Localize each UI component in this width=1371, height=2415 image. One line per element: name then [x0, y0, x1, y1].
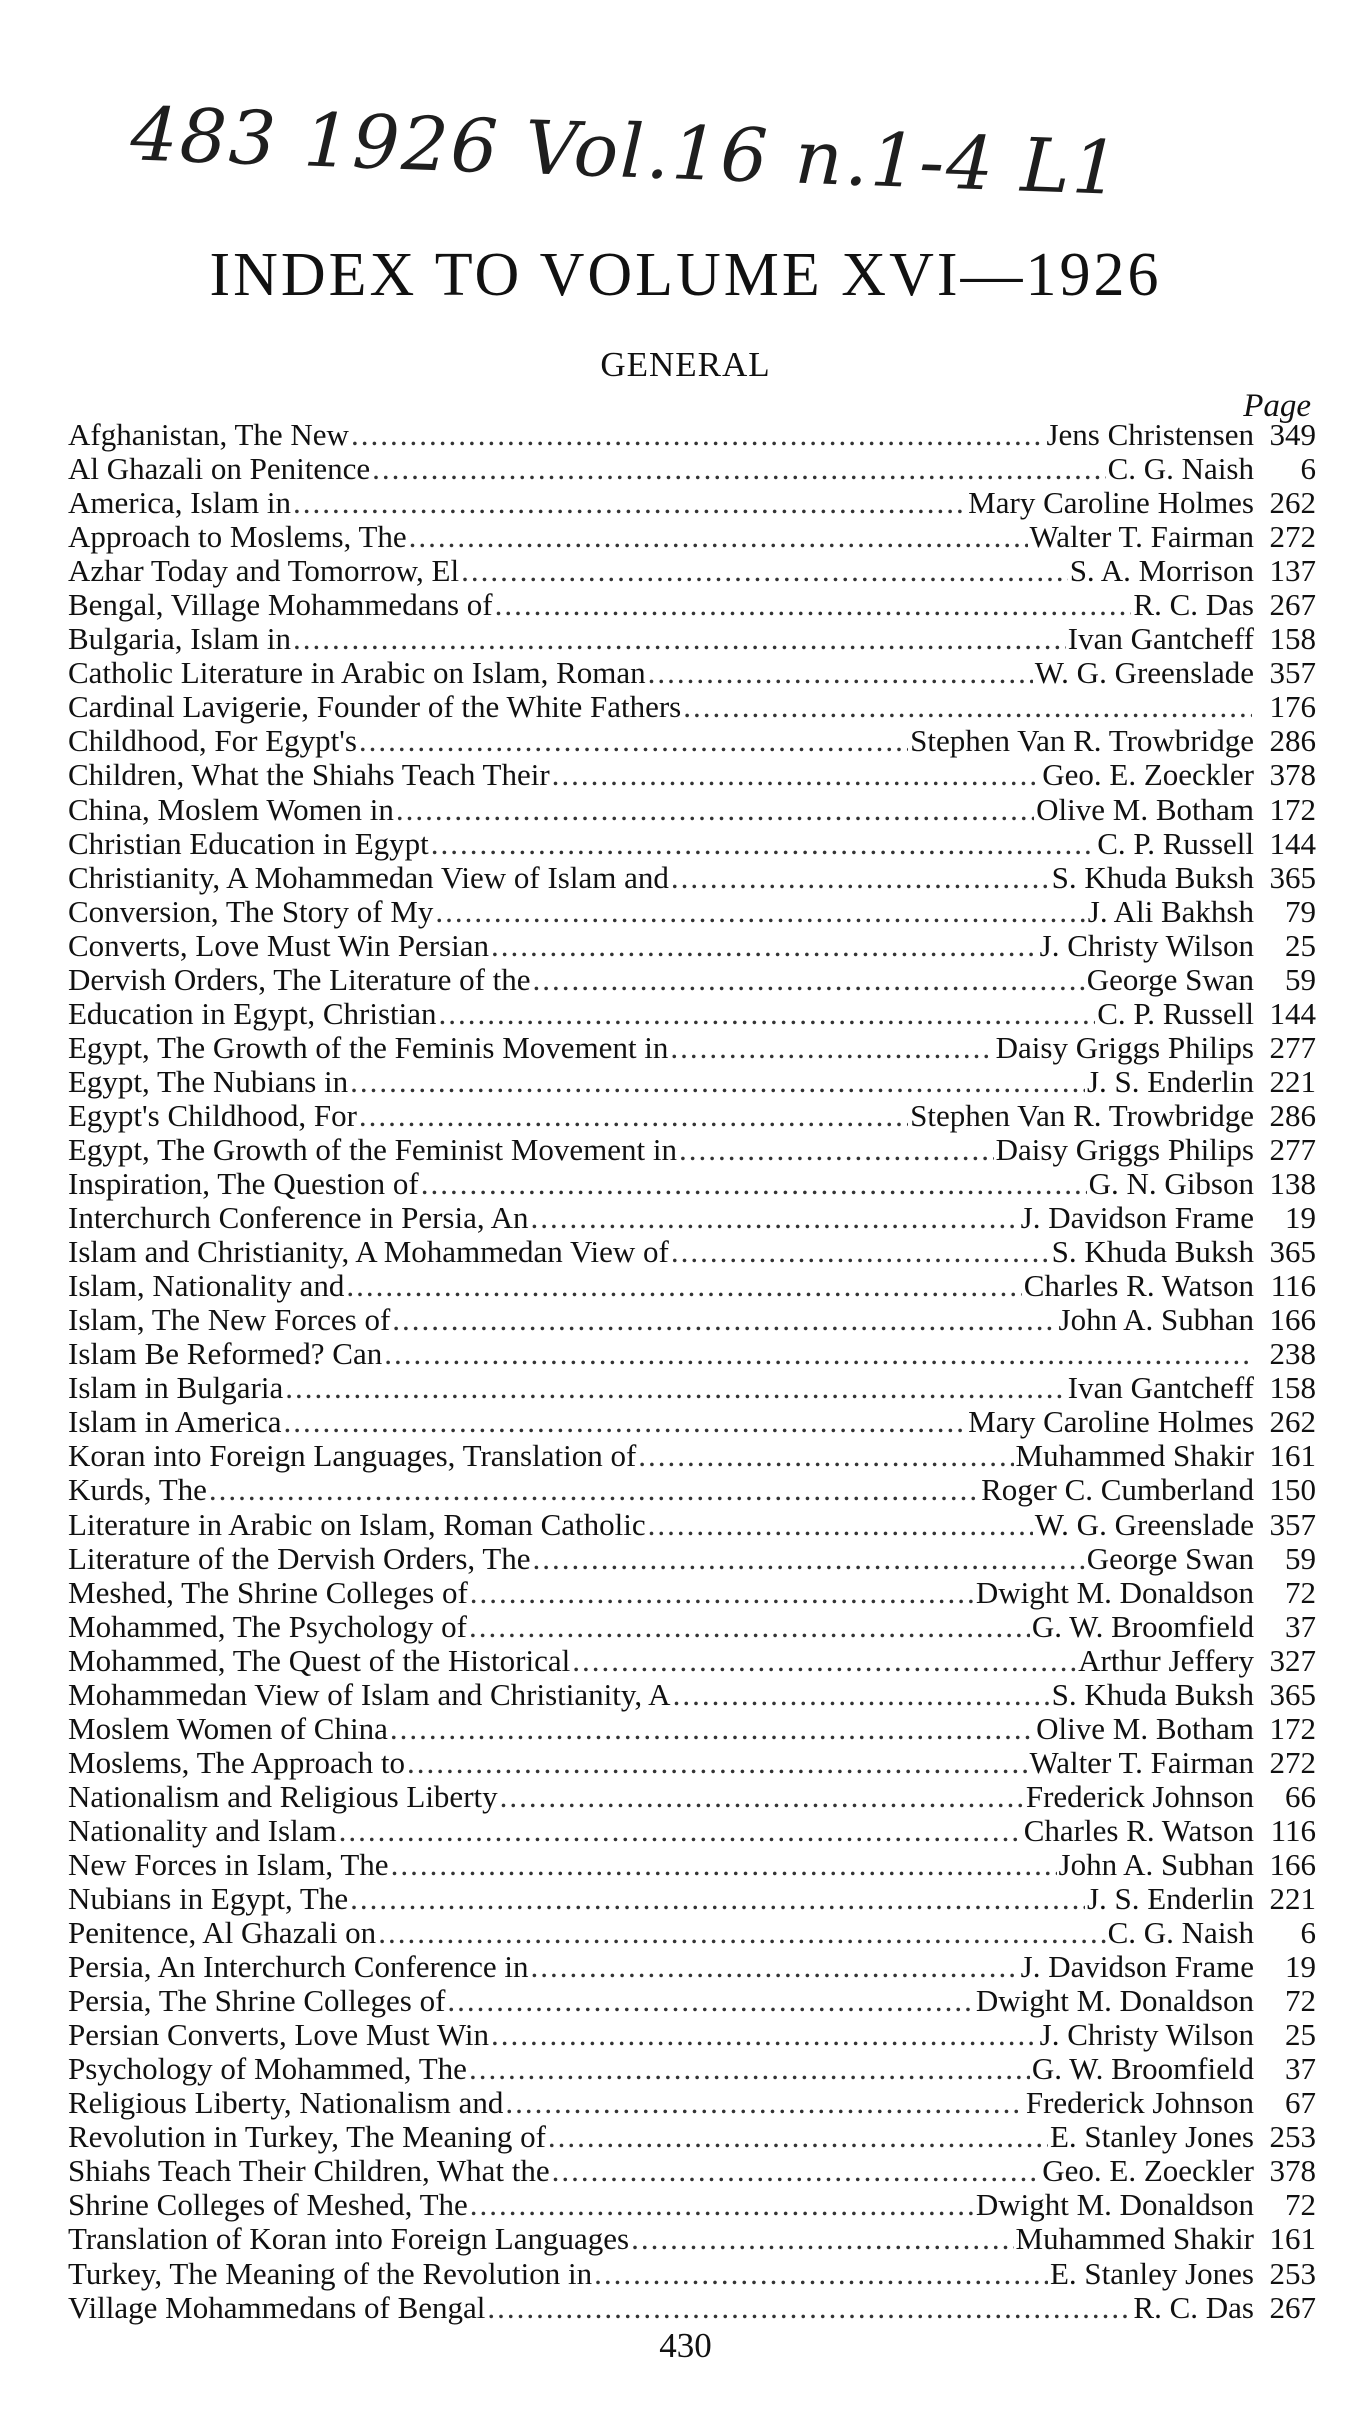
entry-author: Charles R. Watson [1023, 1268, 1254, 1304]
index-entry [68, 1678, 1316, 1712]
entry-page: 19 [1285, 1200, 1316, 1236]
entry-subject: Catholic Literature in Arabic on Islam, Roman [68, 655, 646, 691]
entry-page: 6 [1300, 1915, 1316, 1951]
entry-page: 37 [1285, 1608, 1316, 1644]
entry-subject: Islam in Bulgaria [68, 1370, 284, 1406]
entry-subject: Moslems, The Approach to [68, 1744, 405, 1780]
entry-page: 66 [1285, 1778, 1316, 1814]
dot-leader [487, 2291, 1131, 2325]
dot-leader [683, 690, 1252, 724]
index-entry [68, 1099, 1316, 1133]
dot-leader [293, 486, 966, 520]
entry-page: 272 [1269, 1744, 1316, 1780]
entry-author: R. C. Das [1133, 587, 1254, 623]
entry-subject: America, Islam in [68, 485, 291, 521]
index-entry [68, 1508, 1316, 1542]
index-entry [68, 1031, 1316, 1065]
section-heading: GENERAL [600, 345, 771, 384]
entry-page: 221 [1269, 1063, 1316, 1099]
index-entry [68, 724, 1316, 758]
entry-author: J. S. Enderlin [1086, 1063, 1254, 1099]
entry-subject: Penitence, Al Ghazali on [68, 1915, 377, 1951]
index-entry [68, 963, 1316, 997]
entry-page: 378 [1269, 2153, 1316, 2189]
index-entry [68, 1576, 1316, 1610]
entry-page: 272 [1269, 519, 1316, 555]
index-entry [68, 1337, 1316, 1371]
dot-leader [293, 622, 1066, 656]
entry-subject: Afghanistan, The New [68, 417, 349, 452]
dot-leader [631, 2222, 1013, 2256]
index-entry [68, 793, 1316, 827]
dot-leader [673, 1678, 1050, 1712]
entry-subject: Islam and Christianity, A Mohammedan View of [68, 1234, 669, 1270]
entry-page: 176 [1269, 689, 1316, 725]
entry-author: S. Khuda Buksh [1051, 859, 1254, 895]
entry-subject: Literature of the Dervish Orders, The [68, 1540, 531, 1576]
entry-subject: Al Ghazali on Penitence [68, 451, 371, 487]
entry-subject: Religious Liberty, Nationalism and [68, 2085, 504, 2121]
entry-author: Mary Caroline Holmes [968, 1404, 1254, 1440]
index-entry [68, 1473, 1316, 1507]
entry-page: 72 [1285, 2187, 1316, 2223]
entry-author: G. W. Broomfield [1031, 2051, 1254, 2087]
dot-leader [461, 554, 1068, 588]
entry-author: Roger C. Cumberland [981, 1472, 1254, 1508]
index-entry [68, 1780, 1316, 1814]
entry-page: 286 [1269, 1097, 1316, 1133]
entry-author: E. Stanley Jones [1049, 2255, 1254, 2291]
dot-leader [533, 1542, 1085, 1576]
index-entry [68, 1133, 1316, 1167]
entry-subject: Christian Education in Egypt [68, 825, 429, 861]
entry-subject: Mohammed, The Psychology of [68, 1608, 467, 1644]
index-entry [68, 827, 1316, 861]
index-entry [68, 622, 1316, 656]
dot-leader [533, 963, 1085, 997]
dot-leader [531, 1950, 1019, 1984]
entry-subject: Children, What the Shiahs Teach Their [68, 757, 550, 793]
entry-page: 144 [1269, 825, 1316, 861]
entry-subject: Mohammed, The Quest of the Historical [68, 1642, 571, 1678]
dot-leader [439, 997, 1096, 1031]
entry-page: 365 [1269, 859, 1316, 895]
dot-leader [350, 1882, 1085, 1916]
dot-leader [552, 758, 1041, 792]
dot-leader [552, 2154, 1041, 2188]
index-entry [68, 2154, 1316, 2188]
entry-author: Frederick Johnson [1025, 1778, 1254, 1814]
dot-leader [351, 418, 1045, 452]
entry-page: 172 [1269, 791, 1316, 827]
dot-leader [339, 1814, 1022, 1848]
index-entry [68, 1984, 1316, 2018]
index-entry [68, 486, 1316, 520]
entry-subject: Shiahs Teach Their Children, What the [68, 2153, 550, 2189]
dot-leader [346, 1269, 1021, 1303]
dot-leader [491, 2018, 1038, 2052]
dot-leader [638, 1439, 1013, 1473]
index-entry [68, 690, 1316, 724]
entry-author: George Swan [1086, 961, 1254, 997]
entry-author: George Swan [1086, 1540, 1254, 1576]
entry-author: E. Stanley Jones [1049, 2119, 1254, 2155]
page-column-label: Page [1243, 388, 1311, 424]
entry-subject: Islam Be Reformed? Can [68, 1336, 383, 1372]
entry-author: Charles R. Watson [1023, 1812, 1254, 1848]
entry-author: Geo. E. Zoeckler [1042, 2153, 1254, 2189]
entry-page: 72 [1285, 1983, 1316, 2019]
entry-page: 59 [1285, 1540, 1316, 1576]
index-entry [68, 2052, 1316, 2086]
entry-page: 262 [1269, 1404, 1316, 1440]
entry-author: C. G. Naish [1107, 451, 1254, 487]
dot-leader [384, 1337, 1252, 1371]
dot-leader [648, 1508, 1033, 1542]
entry-page: 327 [1269, 1642, 1316, 1678]
index-entry [68, 1269, 1316, 1303]
index-entry [68, 1303, 1316, 1337]
entry-page: 262 [1269, 485, 1316, 521]
entry-page: 357 [1269, 655, 1316, 691]
dot-leader [284, 1405, 967, 1439]
index-entry [68, 1610, 1316, 1644]
dot-leader [409, 520, 1028, 554]
index-entry [68, 2086, 1316, 2120]
index-entry [68, 1235, 1316, 1269]
entry-subject: Translation of Koran into Foreign Languages [68, 2221, 630, 2257]
dot-leader [531, 1201, 1019, 1235]
entry-author: Ivan Gantcheff [1067, 621, 1254, 657]
entry-page: 349 [1269, 417, 1316, 452]
entry-author: R. C. Das [1133, 2289, 1254, 2325]
dot-leader [469, 2052, 1030, 2086]
entry-author: Olive M. Botham [1036, 1710, 1254, 1746]
entry-subject: China, Moslem Women in [68, 791, 394, 827]
index-entry [68, 1405, 1316, 1439]
handwritten-annotation: 483 1926 Vol.16 n.1-4 L1 [129, 91, 1123, 212]
entry-author: S. Khuda Buksh [1051, 1234, 1254, 1270]
entry-author: C. G. Naish [1107, 1915, 1254, 1951]
entry-author: John A. Subhan [1058, 1846, 1254, 1882]
entry-page: 238 [1269, 1336, 1316, 1372]
entry-author: Ivan Gantcheff [1067, 1370, 1254, 1406]
entry-author: Jens Christensen [1046, 417, 1254, 452]
entry-page: 267 [1269, 2289, 1316, 2325]
entry-page: 79 [1285, 893, 1316, 929]
entry-subject: Nationalism and Religious Liberty [68, 1778, 498, 1814]
index-entry [68, 1916, 1316, 1950]
entry-author: J. Ali Bakhsh [1087, 893, 1254, 929]
entry-page: 161 [1269, 2221, 1316, 2257]
entry-author: J. Davidson Frame [1020, 1949, 1254, 1985]
dot-leader [378, 1916, 1105, 1950]
index-entry [68, 1167, 1316, 1201]
entry-page: 365 [1269, 1676, 1316, 1712]
entry-subject: Converts, Love Must Win Persian [68, 927, 489, 963]
dot-leader [491, 929, 1038, 963]
dot-leader [359, 1099, 908, 1133]
dot-leader [285, 1371, 1066, 1405]
entry-author: C. P. Russell [1097, 995, 1254, 1031]
dot-leader [435, 895, 1085, 929]
entry-page: 253 [1269, 2255, 1316, 2291]
entry-author: W. G. Greenslade [1034, 655, 1254, 691]
index-entry [68, 1542, 1316, 1576]
index-entry [68, 418, 1316, 452]
index-entry [68, 520, 1316, 554]
index-entry [68, 1065, 1316, 1099]
index-entry [68, 656, 1316, 690]
entry-page: 59 [1285, 961, 1316, 997]
index-entry [68, 1814, 1316, 1848]
entry-subject: Mohammedan View of Islam and Christianity, A [68, 1676, 671, 1712]
entry-author: Frederick Johnson [1025, 2085, 1254, 2121]
dot-leader [470, 2188, 974, 2222]
entry-author: J. Christy Wilson [1039, 2017, 1254, 2053]
entry-page: 138 [1269, 1166, 1316, 1202]
entry-subject: Revolution in Turkey, The Meaning of [68, 2119, 546, 2155]
entry-subject: Egypt, The Nubians in [68, 1063, 349, 1099]
entry-author: Daisy Griggs Philips [995, 1131, 1254, 1167]
dot-leader [431, 827, 1095, 861]
index-entry [68, 997, 1316, 1031]
entry-subject: New Forces in Islam, The [68, 1846, 389, 1882]
entry-subject: Islam, The New Forces of [68, 1302, 391, 1338]
entry-page: 158 [1269, 1370, 1316, 1406]
dot-leader [648, 656, 1033, 690]
entry-subject: Literature in Arabic on Islam, Roman Catholic [68, 1506, 646, 1542]
entry-subject: Childhood, For Egypt's [68, 723, 357, 759]
entry-author: Mary Caroline Holmes [968, 485, 1254, 521]
entry-subject: Village Mohammedans of Bengal [68, 2289, 486, 2325]
entry-subject: Dervish Orders, The Literature of the [68, 961, 531, 997]
entry-subject: Egypt, The Growth of the Feminis Movement in [68, 1029, 669, 1065]
entry-subject: Christianity, A Mohammedan View of Islam and [68, 859, 669, 895]
index-entry [68, 1712, 1316, 1746]
entry-author: C. P. Russell [1097, 825, 1254, 861]
index-entry [68, 1644, 1316, 1678]
dot-leader [505, 2086, 1023, 2120]
entry-page: 144 [1269, 995, 1316, 1031]
dot-leader [548, 2120, 1048, 2154]
entry-subject: Persia, The Shrine Colleges of [68, 1983, 446, 2019]
entry-author: S. Khuda Buksh [1051, 1676, 1254, 1712]
entry-author: J. S. Enderlin [1086, 1881, 1254, 1917]
entry-author: John A. Subhan [1058, 1302, 1254, 1338]
entry-subject: Interchurch Conference in Persia, An [68, 1200, 529, 1236]
entry-page: 166 [1269, 1302, 1316, 1338]
entry-author: Dwight M. Donaldson [975, 1983, 1254, 2019]
dot-leader [392, 1303, 1056, 1337]
entry-subject: Psychology of Mohammed, The [68, 2051, 467, 2087]
index-entry [68, 588, 1316, 622]
dot-leader [390, 1712, 1034, 1746]
entry-author: Stephen Van R. Trowbridge [910, 1097, 1254, 1133]
index-entry [68, 1201, 1316, 1235]
entry-page: 267 [1269, 587, 1316, 623]
entry-page: 72 [1285, 1574, 1316, 1610]
entry-page: 116 [1270, 1812, 1316, 1848]
entry-page: 150 [1269, 1472, 1316, 1508]
page-number: 430 [659, 2326, 712, 2365]
index-entries [68, 418, 1316, 2325]
index-entry [68, 452, 1316, 486]
entry-author: Dwight M. Donaldson [975, 1574, 1254, 1610]
entry-subject: Turkey, The Meaning of the Revolution in [68, 2255, 593, 2291]
entry-subject: Shrine Colleges of Meshed, The [68, 2187, 468, 2223]
entry-page: 67 [1285, 2085, 1316, 2121]
entry-author: Daisy Griggs Philips [995, 1029, 1254, 1065]
entry-page: 116 [1270, 1268, 1316, 1304]
index-entry [68, 758, 1316, 792]
entry-subject: Conversion, The Story of My [68, 893, 434, 929]
dot-leader [500, 1780, 1024, 1814]
dot-leader [670, 1031, 993, 1065]
entry-subject: Islam in America [68, 1404, 282, 1440]
entry-subject: Bulgaria, Islam in [68, 621, 291, 657]
entry-subject: Kurds, The [68, 1472, 207, 1508]
entry-subject: Nubians in Egypt, The [68, 1881, 349, 1917]
entry-subject: Approach to Moslems, The [68, 519, 407, 555]
entry-page: 253 [1269, 2119, 1316, 2155]
index-entry [68, 1882, 1316, 1916]
entry-page: 221 [1269, 1881, 1316, 1917]
entry-author: Walter T. Fairman [1029, 1744, 1254, 1780]
index-entry [68, 1439, 1316, 1473]
entry-page: 158 [1269, 621, 1316, 657]
entry-subject: Egypt's Childhood, For [68, 1097, 357, 1133]
entry-page: 161 [1269, 1438, 1316, 1474]
dot-leader [421, 1167, 1087, 1201]
index-entry [68, 2120, 1316, 2154]
page-title: INDEX TO VOLUME XVI—1926 [209, 241, 1162, 309]
index-entry [68, 1950, 1316, 1984]
index-entry [68, 2018, 1316, 2052]
dot-leader [470, 1576, 974, 1610]
entry-author: J. Davidson Frame [1020, 1200, 1254, 1236]
index-entry [68, 1848, 1316, 1882]
entry-subject: Inspiration, The Question of [68, 1166, 419, 1202]
entry-subject: Persian Converts, Love Must Win [68, 2017, 489, 2053]
index-entry [68, 861, 1316, 895]
index-entry [68, 1371, 1316, 1405]
dot-leader [679, 1133, 994, 1167]
dot-leader [671, 861, 1050, 895]
dot-leader [350, 1065, 1085, 1099]
entry-page: 6 [1300, 451, 1316, 487]
index-entry [68, 929, 1316, 963]
dot-leader [359, 724, 908, 758]
dot-leader [391, 1848, 1057, 1882]
dot-leader [396, 793, 1034, 827]
entry-subject: Nationality and Islam [68, 1812, 337, 1848]
entry-author: Muhammed Shakir [1015, 2221, 1254, 2257]
entry-subject: Egypt, The Growth of the Feminist Movement in [68, 1131, 678, 1167]
entry-subject: Cardinal Lavigerie, Founder of the White Fathers [68, 689, 682, 725]
dot-leader [594, 2257, 1048, 2291]
entry-author: W. G. Greenslade [1034, 1506, 1254, 1542]
entry-author: Olive M. Botham [1036, 791, 1254, 827]
index-entry [68, 2257, 1316, 2291]
index-entry [68, 895, 1316, 929]
entry-author: G. W. Broomfield [1031, 1608, 1254, 1644]
entry-page: 137 [1269, 553, 1316, 589]
index-entry [68, 2188, 1316, 2222]
entry-page: 378 [1269, 757, 1316, 793]
entry-page: 166 [1269, 1846, 1316, 1882]
index-entry [68, 554, 1316, 588]
entry-author: S. A. Morrison [1069, 553, 1254, 589]
dot-leader [469, 1610, 1030, 1644]
entry-author: Dwight M. Donaldson [975, 2187, 1254, 2223]
entry-page: 277 [1269, 1029, 1316, 1065]
entry-page: 365 [1269, 1234, 1316, 1270]
entry-subject: Bengal, Village Mohammedans of [68, 587, 493, 623]
entry-subject: Islam, Nationality and [68, 1268, 345, 1304]
entry-subject: Education in Egypt, Christian [68, 995, 437, 1031]
entry-page: 19 [1285, 1949, 1316, 1985]
entry-subject: Azhar Today and Tomorrow, El [68, 553, 460, 589]
entry-author: G. N. Gibson [1088, 1166, 1254, 1202]
entry-page: 357 [1269, 1506, 1316, 1542]
dot-leader [372, 452, 1105, 486]
entry-page: 25 [1285, 927, 1316, 963]
entry-page: 172 [1269, 1710, 1316, 1746]
index-entry [68, 2291, 1316, 2325]
entry-page: 37 [1285, 2051, 1316, 2087]
entry-subject: Moslem Women of China [68, 1710, 388, 1746]
dot-leader [407, 1746, 1028, 1780]
entry-page: 277 [1269, 1131, 1316, 1167]
dot-leader [671, 1235, 1050, 1269]
entry-subject: Koran into Foreign Languages, Translation of [68, 1438, 637, 1474]
entry-author: Walter T. Fairman [1029, 519, 1254, 555]
entry-author: Arthur Jeffery [1078, 1642, 1254, 1678]
index-entry [68, 2222, 1316, 2256]
entry-subject: Persia, An Interchurch Conference in [68, 1949, 529, 1985]
index-entry [68, 1746, 1316, 1780]
entry-page: 25 [1285, 2017, 1316, 2053]
dot-leader [447, 1984, 973, 2018]
entry-author: J. Christy Wilson [1039, 927, 1254, 963]
entry-subject: Meshed, The Shrine Colleges of [68, 1574, 468, 1610]
entry-author: Geo. E. Zoeckler [1042, 757, 1254, 793]
entry-author: Muhammed Shakir [1015, 1438, 1254, 1474]
dot-leader [209, 1473, 979, 1507]
entry-page: 286 [1269, 723, 1316, 759]
dot-leader [572, 1644, 1076, 1678]
dot-leader [495, 588, 1132, 622]
entry-author: Stephen Van R. Trowbridge [910, 723, 1254, 759]
